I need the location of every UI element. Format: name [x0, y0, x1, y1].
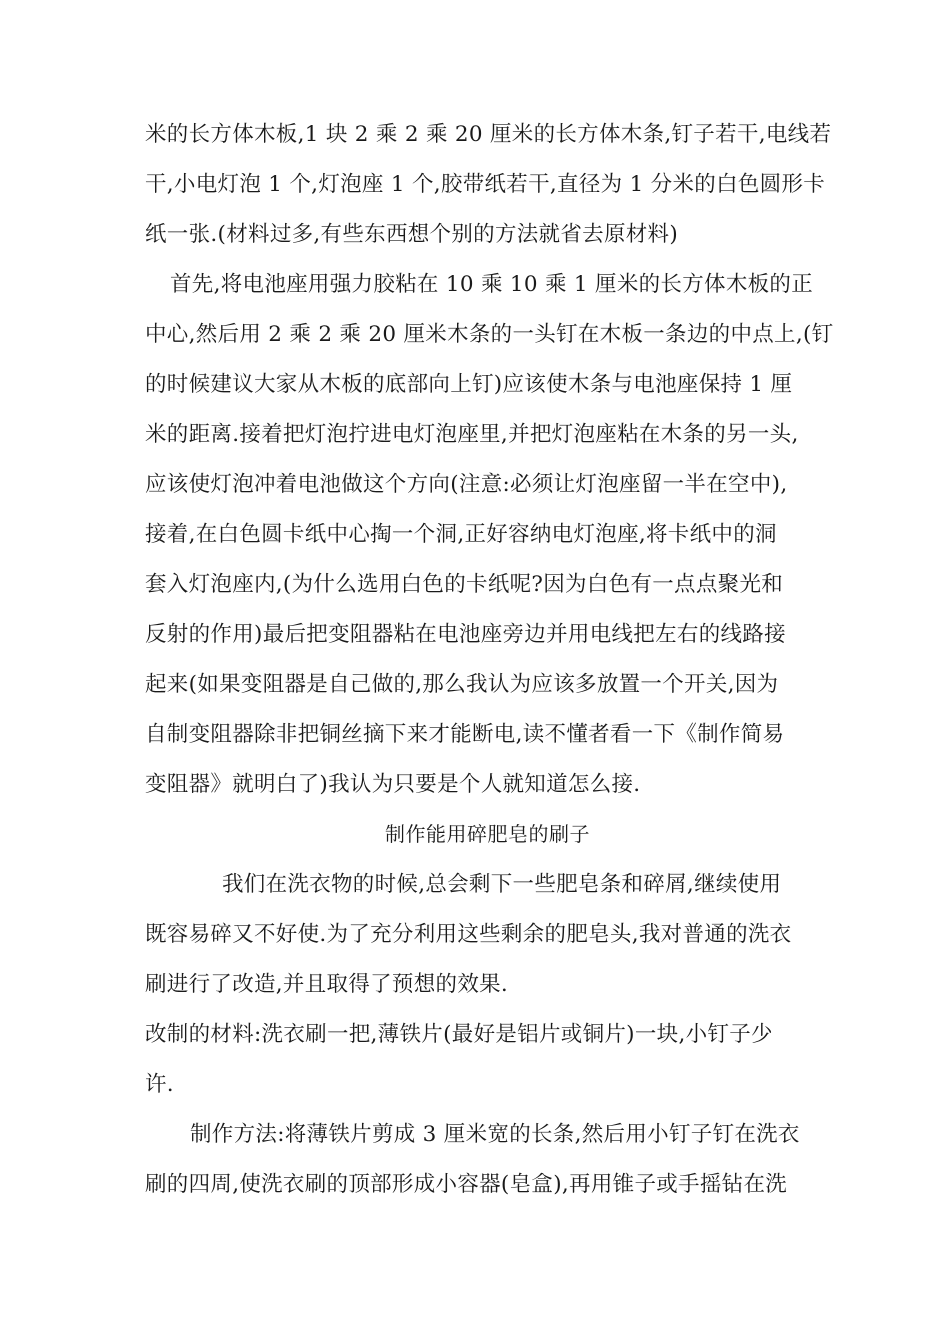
text-line: 变阻器》就明白了)我认为只要是个人就知道怎么接. [145, 772, 641, 797]
text-line: 起来(如果变阻器是自己做的,那么我认为应该多放置一个开关,因为 [145, 672, 779, 697]
text-line: 干,小电灯泡 1 个,灯泡座 1 个,胶带纸若干,直径为 1 分米的白色圆形卡 [145, 172, 826, 197]
section-title: 制作能用碎肥皂的刷子 [385, 822, 590, 846]
materials-line: 改制的材料:洗衣刷一把,薄铁片(最好是铝片或铜片)一块,小钉子少 [145, 1022, 773, 1047]
text-line: 纸一张.(材料过多,有些东西想个别的方法就省去原材料) [145, 222, 679, 247]
text-line: 接着,在白色圆卡纸中心掏一个洞,正好容纳电灯泡座,将卡纸中的洞 [145, 522, 777, 547]
text-line: 既容易碎又不好使.为了充分利用这些剩余的肥皂头,我对普通的洗衣 [145, 922, 792, 947]
text-line: 米的长方体木板,1 块 2 乘 2 乘 20 厘米的长方体木条,钉子若干,电线若 [145, 122, 832, 147]
text-line: 许. [145, 1072, 174, 1097]
text-line: 刷进行了改造,并且取得了预想的效果. [145, 972, 509, 997]
paragraph-first-line: 首先,将电池座用强力胶粘在 10 乘 10 乘 1 厘米的长方体木板的正 [170, 272, 814, 297]
text-line: 的时候建议大家从木板的底部向上钉)应该使木条与电池座保持 1 厘 [145, 372, 793, 397]
text-line: 应该使灯泡冲着电池做这个方向(注意:必须让灯泡座留一半在空中), [145, 472, 788, 497]
text-line: 米的距离.接着把灯泡拧进电灯泡座里,并把灯泡座粘在木条的另一头, [145, 422, 799, 447]
text-line: 反射的作用)最后把变阻器粘在电池座旁边并用电线把左右的线路接 [145, 622, 786, 647]
text-line: 套入灯泡座内,(为什么选用白色的卡纸呢?因为白色有一点点聚光和 [145, 572, 784, 597]
text-line: 刷的四周,使洗衣刷的顶部形成小容器(皂盒),再用锥子或手摇钻在洗 [145, 1172, 788, 1197]
text-line: 自制变阻器除非把铜丝摘下来才能断电,读不懂者看一下《制作简易 [145, 722, 785, 747]
text-line: 中心,然后用 2 乘 2 乘 20 厘米木条的一头钉在木板一条边的中点上,(钉 [145, 322, 834, 347]
paragraph-first-line: 我们在洗衣物的时候,总会剩下一些肥皂条和碎屑,继续使用 [222, 872, 782, 897]
paragraph-first-line: 制作方法:将薄铁片剪成 3 厘米宽的长条,然后用小钉子钉在洗衣 [190, 1122, 800, 1147]
